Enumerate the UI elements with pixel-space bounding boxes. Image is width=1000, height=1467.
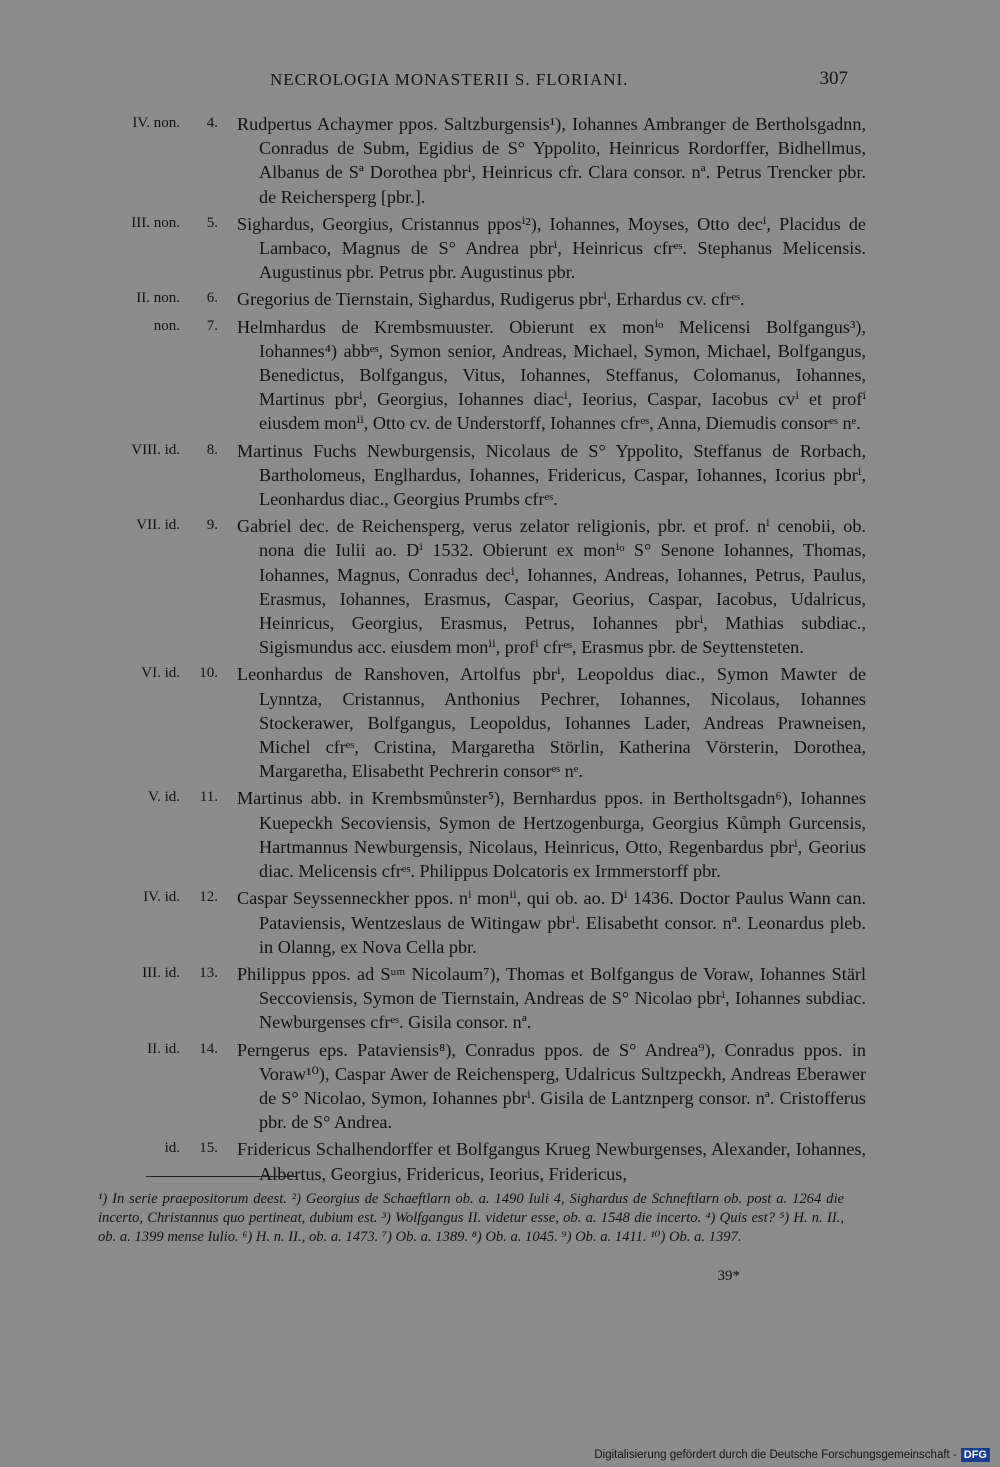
dfg-funding-bar xyxy=(594,1446,990,1464)
entry-date: III. non. xyxy=(131,214,180,231)
footnotes: ¹) In serie praepositorum deest. ²) Georgius de Schaeftlarn ob. a. 1490 Iuli 4, Sighardus de Schneftlarn ob. post a. 1264 die incerto, Christannus quo pertineat, dubium est. ³) Wolfgangus II. videtur esse, ob. a. 1548 die incerto. ⁴) Quis est? ⁵) H. n. II., ob. a. 1399 mense Iulio. ⁶) H. n. II., ob. a. 1473. ⁷) Ob. a. 1389. ⁸) Ob. a. 1045. ⁹) Ob. a. 1411. ¹⁰) Ob. a. 1397. xyxy=(98,1191,844,1245)
entry-number: 14. xyxy=(199,1040,218,1057)
entry-7 xyxy=(0,315,1000,436)
entry-13 xyxy=(0,962,1000,1035)
entry-number: 11. xyxy=(199,789,218,806)
entry-9 xyxy=(0,514,1000,659)
necrology-entries xyxy=(0,112,1000,1189)
entry-date: id. xyxy=(164,1140,180,1157)
entry-10 xyxy=(0,662,1000,783)
entry-text: Perngerus eps. Pataviensis⁸), Conradus ppos. de S° Andrea⁹), Conradus ppos. in Voraw¹⁰), Caspar Awer de Reichensperg, Udalricus Sultzpeckh, Andreas Eberawer de S° Nicolao, Symon, Iohannes pbrⁱ. Gisila de Lantznperg consor. nª. Cristofferus pbr. de S° Andrea. xyxy=(237,1039,866,1133)
page-header xyxy=(0,70,1000,94)
entry-text: Martinus Fuchs Newburgensis, Nicolaus de S° Yppolito, Steffanus de Rorbach, Bartholomeus, Englhardus, Iohannes, Fridericus, Caspar, Iohannes, Icorius pbrⁱ, Leonhardus diac., Georgius Prumbs cfrᵉˢ. xyxy=(237,440,866,510)
entry-text: Rudpertus Achaymer ppos. Saltzburgensis¹), Iohannes Ambranger de Bertholsgadnn, Conradus de Subm, Egidius de S° Yppolito, Heinricus Rordorffer, Bidhellmus, Albanus de Sª Dorothea pbrⁱ, Heinricus cfr. Clara consor. nª. Petrus Trencker pbr. de Reichersperg [pbr.]. xyxy=(237,114,866,207)
entry-number: 15. xyxy=(199,1140,218,1157)
entry-14 xyxy=(0,1038,1000,1135)
entry-text: Sighardus, Georgius, Cristannus pposⁱ²), Iohannes, Moyses, Otto decⁱ, Placidus de Lambaco, Magnus de S° Andrea pbrⁱ, Heinricus cfrᵉˢ. Stephanus Melicensis. Augustinus pbr. Petrus pbr. Augustinus pbr. xyxy=(237,213,866,283)
entry-number: 13. xyxy=(199,964,218,981)
entry-date: IV. id. xyxy=(143,889,180,906)
entry-text: Leonhardus de Ranshoven, Artolfus pbrⁱ, Leopoldus diac., Symon Mawter de Lynntza, Cristannus, Anthonius Pechrer, Iohannes, Nicolaus, Iohannes Stockerawer, Bolfgangus, Leopoldus, Iohannes Lader, Andreas Prawneisen, Michel cfrᵉˢ, Cristina, Margaretha Störlin, Katherina Vörsterin, Dorothea, Margaretha, Elisabetht Pechrerin consorᵉˢ nᵉ. xyxy=(237,664,866,782)
entry-date: II. id. xyxy=(147,1040,180,1057)
entry-number: 12. xyxy=(199,889,218,906)
entry-date: V. id. xyxy=(148,789,180,806)
entry-5 xyxy=(0,212,1000,285)
running-title: NECROLOGIA MONASTERII S. FLORIANI. xyxy=(270,70,629,89)
entry-6 xyxy=(0,287,1000,311)
entry-8 xyxy=(0,439,1000,512)
entry-date: VI. id. xyxy=(141,665,180,682)
entry-number: 5. xyxy=(206,214,218,231)
dfg-funding-text: Digitalisierung gefördert durch die Deutsche Forschungsgemeinschaft - xyxy=(594,1449,957,1461)
entry-number: 10. xyxy=(199,665,218,682)
entry-date: non. xyxy=(153,317,180,334)
entry-text: Philippus ppos. ad Sᵘᵐ Nicolaum⁷), Thomas et Bolfgangus de Voraw, Iohannes Stärl Seccoviensis, Symon de Tiernstain, Andreas de S° Nicolao pbrⁱ, Iohannes subdiac. Newburgenses cfrᵉˢ. Gisila consor. nª. xyxy=(237,963,866,1033)
entry-text: Gabriel dec. de Reichensperg, verus zelator religionis, pbr. et prof. nⁱ cenobii, ob. nona die Iulii ao. Dⁱ 1532. Obierunt ex monⁱᵒ S° Senone Iohannes, Thomas, Iohannes, Magnus, Conradus decⁱ, Iohannes, Andreas, Iohannes, Petrus, Paulus, Erasmus, Iohannes, Erasmus, Caspar, Georius, Caspar, Iacobus, Udalricus, Heinricus, Georgius, Erasmus, Petrus, Iohannes pbrⁱ, Mathias subdiac., Sigismundus acc. eiusdem monⁱⁱ, profⁱ cfrᵉˢ, Erasmus pbr. de Seyttensteten. xyxy=(237,516,866,658)
entry-4 xyxy=(0,112,1000,209)
signature-mark: 39* xyxy=(717,1268,740,1284)
footnote-rule xyxy=(146,1176,296,1177)
entry-12 xyxy=(0,886,1000,959)
entry-number: 8. xyxy=(206,441,218,458)
entry-date: IV. non. xyxy=(132,115,180,131)
entry-number: 6. xyxy=(206,290,218,307)
entry-text: Fridericus Schalhendorffer et Bolfgangus Krueg Newburgenses, Alexander, Iohannes, Albertus, Georgius, Fridericus, Ieorius, Fridericus, xyxy=(237,1139,866,1184)
entry-date: II. non. xyxy=(136,290,180,307)
entry-text: Caspar Seyssenneckher ppos. nⁱ monⁱⁱ, qui ob. ao. Dⁱ 1436. Doctor Paulus Wann can. Pataviensis, Wentzeslaus de Witingaw pbrⁱ. Elisabetht consor. nª. Leonardus pleb. in Olanng, ex Nova Cella pbr. xyxy=(237,888,866,957)
entry-number: 9. xyxy=(206,517,218,534)
entry-date: VIII. id. xyxy=(131,441,180,458)
entry-text: Gregorius de Tiernstain, Sighardus, Rudigerus pbrⁱ, Erhardus cv. cfrᵉˢ. xyxy=(237,289,745,310)
entry-11 xyxy=(0,786,1000,883)
page-number: 307 xyxy=(819,68,848,89)
dfg-logo[interactable]: DFG xyxy=(961,1448,990,1462)
entry-text: Helmhardus de Krembsmuuster. Obierunt ex monⁱᵒ Melicensi Bolfgangus³), Iohannes⁴) abbᵉˢ, Symon senior, Andreas, Michael, Symon, Michael, Bolfgangus, Benedictus, Bolfgangus, Vitus, Iohannes, Steffanus, Colomanus, Iohannes, Martinus pbrⁱ, Georgius, Iohannes diacⁱ, Ieorius, Caspar, Iacobus cvⁱ et profⁱ eiusdem monⁱⁱ, Otto cv. de Understorff, Iohannes cfrᵉˢ, Anna, Diemudis consorᵉˢ nᵉ. xyxy=(237,316,866,434)
entry-number: 7. xyxy=(206,317,218,334)
entry-number: 4. xyxy=(206,115,218,131)
entry-15 xyxy=(0,1137,1000,1185)
entry-text: Martinus abb. in Krembsmůnster⁵), Bernhardus ppos. in Bertholtsgadn⁶), Iohannes Kuepeckh Secoviensis, Symon de Hertzogenburga, Georgius Kůmph Gurcensis, Hartmannus Newburgensis, Nicolaus, Heinricus, Otto, Regenbardus pbrⁱ, Georius diac. Melicensis cfrᵉˢ. Philippus Dolcatoris ex Irmmerstorff pbr. xyxy=(237,788,866,882)
entry-date: VII. id. xyxy=(136,517,180,534)
entry-date: III. id. xyxy=(142,964,180,981)
